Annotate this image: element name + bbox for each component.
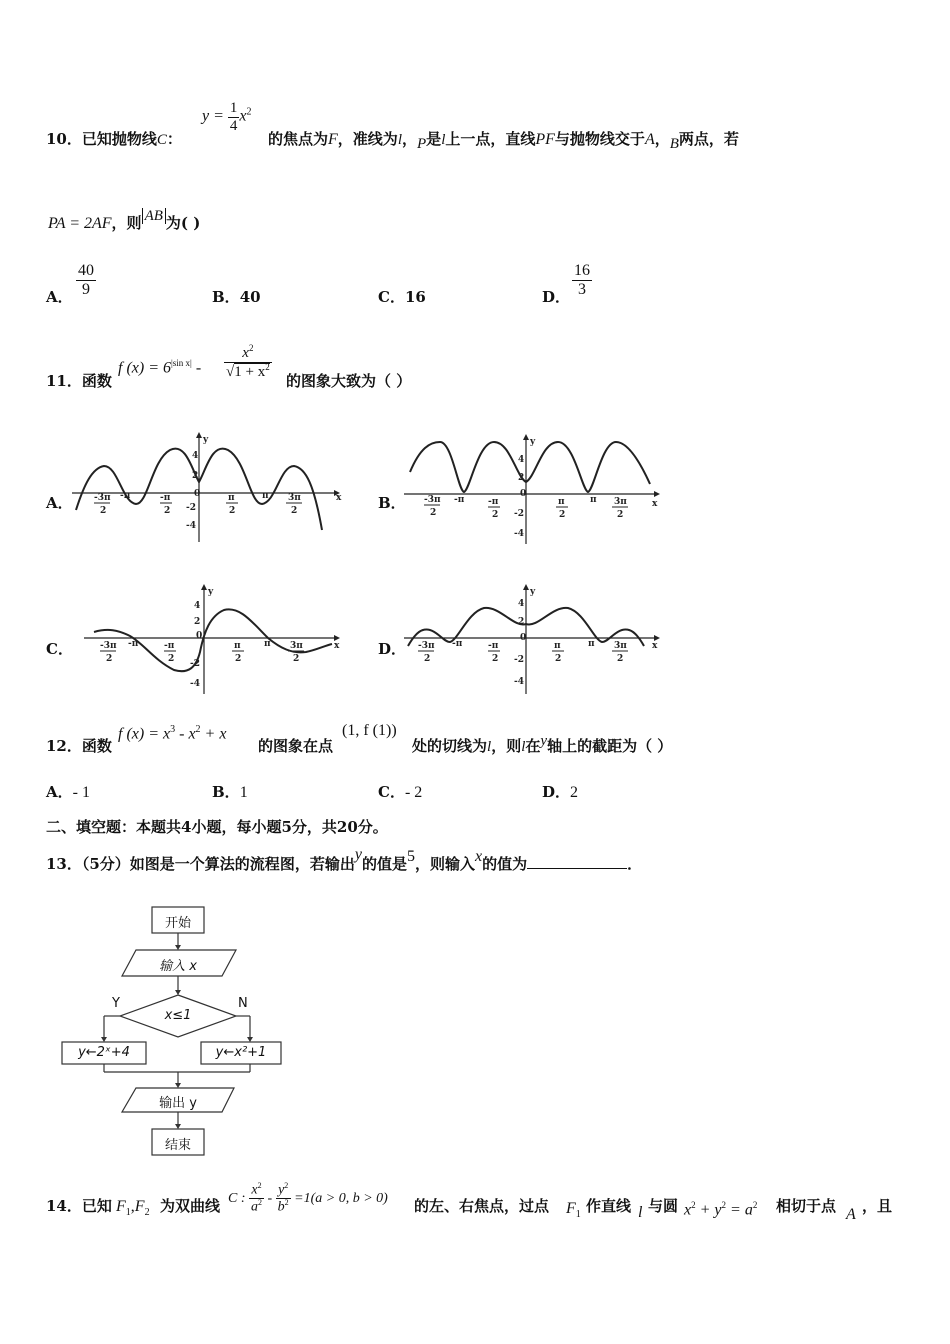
svg-text:2: 2	[164, 506, 171, 516]
q12-sup2: 2	[195, 724, 201, 735]
q10-PF: PF	[535, 131, 555, 148]
q10-opt-d-bot: 3	[578, 280, 586, 298]
q14-l: l	[638, 1204, 643, 1221]
graph-b	[404, 432, 660, 547]
q14-circle-a: = a	[730, 1201, 753, 1219]
flow-cond-label: x≤1	[164, 1008, 192, 1023]
flow-left-label: y←2ˣ+4	[78, 1045, 130, 1060]
q14-comma: ,	[130, 1198, 135, 1215]
q10-t5: 上一点，直线	[445, 130, 536, 148]
q12-opt-d	[542, 781, 578, 802]
q12-opt-c-label: C．	[378, 783, 405, 801]
svg-text:2: 2	[518, 473, 525, 483]
svg-text:4: 4	[518, 599, 525, 609]
q12-opt-a-label: A．	[46, 783, 73, 801]
svg-text:3π: 3π	[288, 493, 301, 503]
q14-hyperbola: C : $\frac{x^2}{a^2}$ - $\frac{y^2}{b^2}$ =1(a > 0, b > 0)	[228, 1181, 388, 1215]
q14-fy-top: y	[278, 1182, 285, 1198]
q12-opt-c-text: - 2	[404, 784, 423, 801]
q12-rest: - x	[179, 725, 196, 743]
q10-line1-rest	[268, 128, 739, 152]
q14-t3: 作直线	[586, 1197, 632, 1215]
svg-text:x: x	[334, 641, 340, 651]
svg-text:π: π	[264, 639, 271, 649]
svg-text:2: 2	[555, 654, 562, 664]
q14-t2: 的左、右焦点，过点	[414, 1197, 550, 1215]
svg-text:4: 4	[192, 451, 199, 461]
svg-text:-4: -4	[514, 677, 524, 687]
q12-opt-a-text: - 1	[72, 784, 90, 801]
q10-opt-b	[212, 286, 261, 307]
q11-label-d: D．	[378, 640, 407, 658]
q14-num: 14．已知	[46, 1197, 112, 1215]
svg-text:π: π	[262, 491, 269, 501]
q14-circle-x: x	[684, 1201, 692, 1219]
q10-eq-y: y =	[202, 107, 224, 125]
section-2-heading: 二、填空题：本题共4小题，每小题5分，共20分。	[46, 818, 388, 836]
q12-t3: ，则	[491, 737, 522, 755]
svg-text:2: 2	[168, 654, 175, 664]
q13-t1: 的值是	[361, 855, 407, 873]
q10-colon: ：	[166, 130, 182, 148]
svg-text:-π: -π	[128, 639, 139, 649]
svg-text:3π: 3π	[614, 641, 627, 651]
q12-opt-d-text: 2	[570, 784, 579, 801]
q11-t1: 的图象大致为（ ）	[286, 372, 412, 390]
flow-output-label: 输出 y	[159, 1096, 197, 1111]
svg-text:4: 4	[518, 455, 525, 465]
svg-text:2: 2	[617, 510, 624, 520]
q14-sub1b: 1	[575, 1209, 581, 1221]
q10-num: 10．已知抛物线	[46, 130, 157, 148]
q11-den-wrap	[234, 363, 269, 380]
q10-line2-end: 为( )	[165, 214, 201, 232]
q14-minus: -	[267, 1190, 273, 1206]
svg-text:3π: 3π	[614, 497, 627, 507]
q11-minus: -	[195, 359, 202, 377]
q10-t6: 与抛物线交于	[554, 130, 645, 148]
q10-opt-d-top: 16	[574, 262, 590, 279]
q14-sub2: 2	[144, 1207, 150, 1219]
svg-text:π: π	[558, 497, 565, 507]
q10-F: F	[328, 131, 338, 148]
q10-equation	[202, 100, 252, 134]
q12-y: y	[540, 733, 548, 749]
svg-text:2: 2	[194, 617, 201, 627]
q14-eq: =1(a > 0, b > 0)	[294, 1190, 388, 1206]
q10-line1	[46, 128, 182, 149]
q10-eq-x: x	[239, 107, 247, 125]
q14-F12	[116, 1198, 150, 1218]
svg-text:2: 2	[229, 506, 236, 516]
svg-text:π: π	[588, 639, 595, 649]
q11-fx	[118, 358, 201, 377]
q12-num: 12．函数	[46, 737, 112, 755]
svg-text:x: x	[336, 493, 342, 503]
svg-text:2: 2	[430, 508, 437, 518]
svg-text:-3π: -3π	[418, 641, 435, 651]
q12-opt-c	[378, 781, 422, 802]
q11-label-a: A．	[46, 494, 73, 512]
svg-text:4: 4	[194, 601, 201, 611]
q10-opt-c-text: 16	[404, 288, 426, 306]
svg-text:2: 2	[235, 654, 242, 664]
q10-l: l	[397, 132, 402, 148]
q12-opt-a	[46, 781, 90, 802]
q12-rest-text	[412, 735, 672, 756]
q10-t2: ，准线为	[337, 130, 398, 148]
q12-rest2: + x	[204, 725, 227, 743]
svg-text:y: y	[208, 587, 214, 597]
q10-A: A	[644, 131, 655, 148]
svg-text:-3π: -3π	[424, 495, 441, 505]
svg-text:2: 2	[192, 471, 199, 481]
q11-num-sup: 2	[248, 343, 254, 353]
svg-text:-π: -π	[164, 641, 175, 651]
svg-text:-3π: -3π	[100, 641, 117, 651]
svg-text:-4: -4	[186, 521, 196, 531]
q11-den-sup: 2	[265, 361, 270, 372]
svg-text:π: π	[590, 495, 597, 505]
flow-yes-label: Y	[112, 996, 120, 1011]
q14-F1b: F	[566, 1200, 576, 1217]
q10-B: B	[669, 136, 679, 152]
q14-F2: F	[134, 1198, 145, 1215]
svg-text:3π: 3π	[290, 641, 303, 651]
q10-opt-d-label: D．	[542, 288, 571, 306]
svg-text:π: π	[554, 641, 561, 651]
svg-text:y: y	[530, 587, 536, 597]
svg-text:2: 2	[518, 617, 525, 627]
q13-t4: ．	[627, 855, 643, 873]
svg-text:y: y	[530, 437, 536, 447]
q11-den: 1 + x	[234, 363, 266, 380]
q10-t3: ，	[401, 130, 417, 148]
q10-opt-a-label: A．	[46, 288, 73, 306]
svg-text:-π: -π	[488, 497, 499, 507]
q11-label-c: C．	[46, 640, 73, 658]
svg-text:x: x	[652, 641, 658, 651]
q12-pt: (1, f (1))	[342, 722, 397, 739]
q12-t2: 处的切线为	[412, 737, 488, 755]
graph-d	[404, 582, 660, 700]
svg-text:-π: -π	[160, 493, 171, 503]
svg-text:y: y	[203, 435, 209, 445]
flowchart	[60, 900, 300, 1160]
q12-l2: l	[521, 739, 526, 755]
svg-text:-π: -π	[454, 495, 465, 505]
q13-num: 13．（5分）如图是一个算法的流程图，若输出	[46, 855, 355, 873]
q10-frac-top: 1	[229, 100, 238, 116]
q10-opt-b-label: B．	[212, 288, 240, 306]
svg-text:-π: -π	[120, 491, 131, 501]
q13-answer-blank[interactable]	[527, 868, 627, 869]
q10-line2	[48, 208, 201, 233]
graph-c	[84, 582, 340, 700]
q10-opt-b-text: 40	[239, 288, 261, 306]
graph-a	[72, 430, 340, 545]
q14-A: A	[846, 1206, 856, 1223]
q12-fx	[118, 724, 226, 743]
q10-C: C	[156, 132, 167, 148]
svg-text:-4: -4	[514, 529, 524, 539]
q10-t1: 的焦点为	[268, 130, 329, 148]
q14-circle: $x^2 + y^2 = a^2$	[684, 1200, 758, 1219]
svg-text:2: 2	[492, 654, 499, 664]
q14-F1: F	[116, 1198, 126, 1215]
flow-right-label: y←x²+1	[215, 1045, 267, 1060]
q12-t4: 在	[525, 737, 541, 755]
q14-fx-top: x	[251, 1182, 258, 1198]
svg-text:-2: -2	[514, 509, 524, 519]
q10-opt-c-label: C．	[378, 288, 405, 306]
q14-t6: ，且	[862, 1197, 893, 1215]
svg-text:π: π	[228, 493, 235, 503]
flow-end-label: 结束	[164, 1138, 191, 1153]
q14-t4: 与圆	[648, 1197, 679, 1215]
q10-opt-a-bot: 9	[82, 280, 90, 298]
q10-line2-eq: PA = 2AF	[48, 215, 112, 232]
q10-l2: l	[441, 132, 446, 148]
q10-frac-bot: 4	[229, 117, 238, 134]
svg-text:-2: -2	[186, 503, 196, 513]
q12-opt-b-text: 1	[239, 784, 248, 801]
q12-opt-b-label: B．	[212, 783, 240, 801]
q10-P: P	[417, 136, 427, 152]
svg-text:2: 2	[559, 510, 566, 520]
q13-y: y	[354, 846, 362, 863]
q10-frac	[228, 100, 240, 134]
svg-text:x: x	[652, 499, 658, 509]
svg-text:2: 2	[100, 506, 107, 516]
q14-F1-again	[566, 1200, 581, 1220]
q11-fraction: $\frac{x^2}{√1 + x^2}$	[226, 343, 270, 380]
q10-t8: 两点，若	[678, 130, 739, 148]
svg-text:2: 2	[106, 654, 113, 664]
svg-text:π: π	[234, 641, 241, 651]
svg-text:0: 0	[520, 633, 527, 643]
q11-exp: |sin x|	[171, 358, 192, 368]
q13-t3: 的值为	[482, 855, 528, 873]
q14-C: C :	[228, 1190, 246, 1206]
q10-t7: ，	[654, 130, 670, 148]
svg-text:0: 0	[196, 631, 203, 641]
svg-text:2: 2	[424, 654, 431, 664]
q10-opt-a-top: 40	[78, 262, 94, 279]
q14-sub1: 1	[125, 1207, 131, 1219]
q11-label-b: B．	[378, 494, 406, 512]
q10-sup2: 2	[246, 106, 252, 118]
q11-num: 11．函数	[46, 372, 112, 390]
svg-text:-3π: -3π	[94, 493, 111, 503]
q13-t2: ，则输入	[414, 855, 475, 873]
q12-opt-b	[212, 781, 248, 802]
q12-t5: 轴上的截距为（ ）	[547, 737, 673, 755]
svg-text:-4: -4	[190, 679, 200, 689]
q10-line2-t: ，则	[111, 214, 142, 232]
flow-input-label: 输入 x	[159, 959, 197, 974]
q10-t4: 是	[426, 130, 442, 148]
q11-fx-text: f (x) = 6	[118, 359, 171, 377]
flow-start-label: 开始	[164, 916, 191, 931]
svg-text:-π: -π	[488, 641, 499, 651]
q14-circle-y: + y	[699, 1201, 722, 1219]
q10-opt-d-frac	[572, 262, 592, 298]
svg-text:2: 2	[291, 506, 298, 516]
q13-line	[46, 846, 643, 874]
svg-text:-2: -2	[190, 659, 200, 669]
q11-num-top: x	[242, 345, 249, 361]
q10-opt-a-frac	[76, 262, 96, 298]
q13-x: x	[474, 848, 483, 865]
q12-opt-d-label: D．	[542, 783, 571, 801]
q10-opt-c	[378, 286, 426, 307]
flow-no-label: N	[238, 996, 248, 1011]
q14-t5: 相切于点	[776, 1197, 837, 1215]
svg-text:0: 0	[194, 489, 201, 499]
svg-text:0: 0	[520, 489, 527, 499]
q14-fx-bot: a	[251, 1199, 258, 1215]
q13-five: 5	[406, 848, 415, 865]
q14-fy-bot: b	[277, 1199, 285, 1215]
svg-text:2: 2	[293, 654, 300, 664]
q12-l: l	[487, 739, 492, 755]
q12-fx-text: f (x) = x	[118, 725, 171, 743]
svg-text:2: 2	[617, 654, 624, 664]
q12-t1: 的图象在点	[258, 737, 334, 755]
svg-text:-π: -π	[452, 639, 463, 649]
q10-AB: AB	[142, 208, 166, 224]
svg-text:-2: -2	[514, 655, 524, 665]
q14-t1: 为双曲线	[160, 1197, 221, 1215]
q12-sup3: 3	[170, 724, 176, 735]
svg-text:2: 2	[492, 510, 499, 520]
